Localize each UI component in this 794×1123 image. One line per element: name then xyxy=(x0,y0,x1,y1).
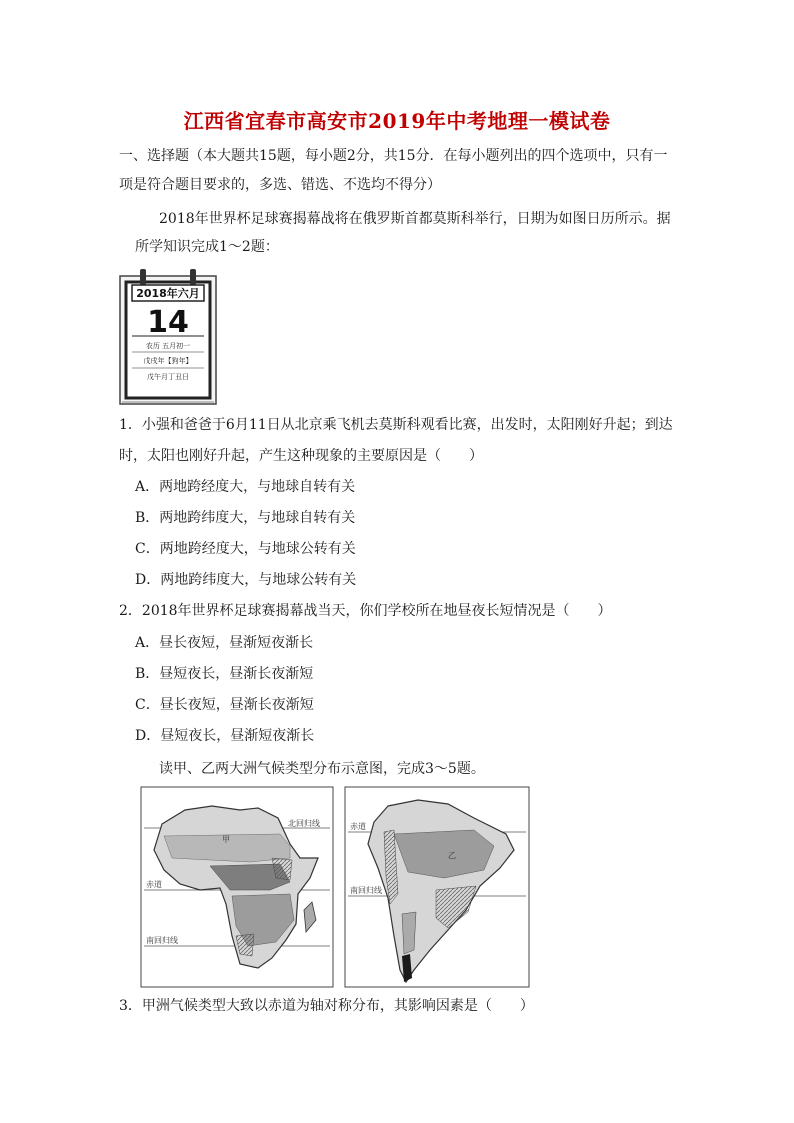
south-america-tropic-south-label: 南回归线 xyxy=(350,886,382,895)
africa-equator-label: 赤道 xyxy=(146,880,162,889)
south-america-equator-label: 赤道 xyxy=(350,822,366,831)
question-2-option-a: A．昼长夜短，昼渐短夜渐长 xyxy=(135,635,314,651)
intro-text-line1: 2018年世界杯足球赛揭幕战将在俄罗斯首都莫斯科举行，日期为如图日历所示。据 xyxy=(159,211,671,227)
question-2-option-c: C．昼长夜短，昼渐长夜渐短 xyxy=(135,697,314,713)
calendar-month: 2018年六月 xyxy=(136,287,200,300)
intro-map-text: 读甲、乙两大洲气候类型分布示意图，完成3～5题。 xyxy=(159,761,485,777)
question-1-option-a: A．两地跨经度大，与地球自转有关 xyxy=(135,479,356,495)
question-1-stem-line1: 1．小强和爸爸于6月11日从北京乘飞机去莫斯科观看比赛，出发时，太阳刚好升起；到达 xyxy=(119,417,673,433)
question-1-option-d: D．两地跨纬度大，与地球公转有关 xyxy=(135,572,357,588)
question-1-option-c: C．两地跨经度大，与地球公转有关 xyxy=(135,541,356,557)
africa-tropic-south-label: 南回归线 xyxy=(146,936,178,945)
africa-continent-label: 甲 xyxy=(222,835,230,844)
page-title: 江西省宜春市高安市2019年中考地理一模试卷 xyxy=(183,109,611,133)
question-3-stem: 3．甲洲气候类型大致以赤道为轴对称分布，其影响因素是（ ） xyxy=(119,998,534,1014)
question-2-option-d: D．昼短夜长，昼渐短夜渐长 xyxy=(135,728,315,744)
africa-tropic-north-label: 北回归线 xyxy=(288,819,320,828)
calendar-lunar-month-day: 戊午月丁丑日 xyxy=(147,373,189,381)
south-america-climate-map xyxy=(344,786,530,988)
section-heading-line1: 一、选择题（本大题共15题，每小题2分，共15分．在每小题列出的四个选项中，只有一 xyxy=(119,148,668,164)
intro-text-line2: 所学知识完成1～2题： xyxy=(135,239,279,255)
calendar-day: 14 xyxy=(147,305,189,340)
calendar-image xyxy=(118,266,218,406)
question-1-option-b: B．两地跨纬度大，与地球自转有关 xyxy=(135,510,356,526)
south-america-continent-label: 乙 xyxy=(448,851,456,860)
question-2-option-b: B．昼短夜长，昼渐长夜渐短 xyxy=(135,666,314,682)
calendar-lunar-year: 戊戌年【狗年】 xyxy=(143,357,193,365)
section-heading-line2: 项是符合题目要求的，多选、错选、不选均不得分） xyxy=(119,177,441,193)
calendar-lunar-date: 农历 五月初一 xyxy=(145,342,191,350)
question-1-stem-line2: 时，太阳也刚好升起，产生这种现象的主要原因是（ ） xyxy=(119,448,483,464)
africa-climate-map xyxy=(140,786,334,988)
question-2-stem: 2．2018年世界杯足球赛揭幕战当天，你们学校所在地昼夜长短情况是（ ） xyxy=(119,603,612,619)
